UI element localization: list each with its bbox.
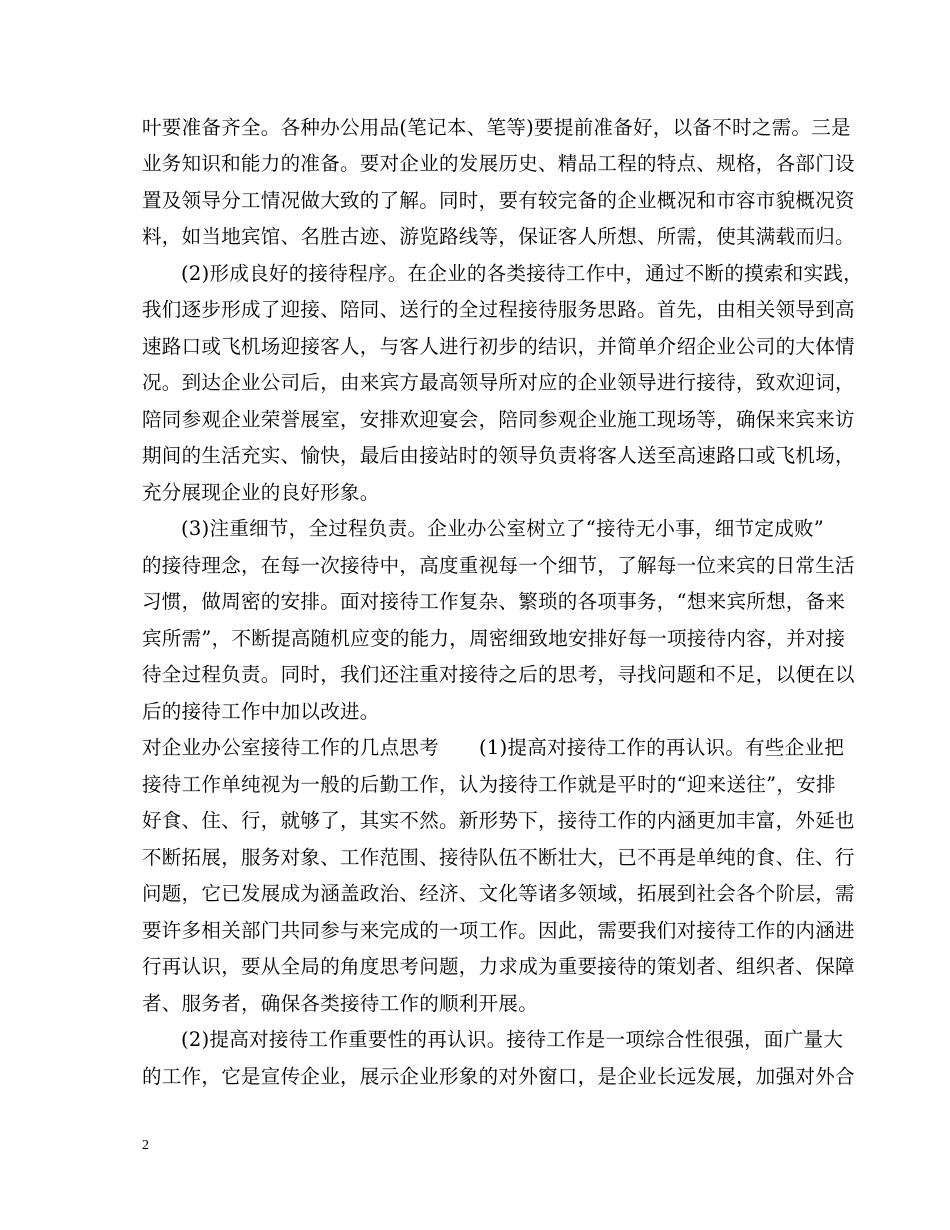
body-text-line: 的接待理念，在每一次接待中，高度重视每一个细节，了解每一位来宾的日常生活 — [142, 554, 855, 577]
body-text-line: 宾所需”，不断提高随机应变的能力，周密细致地安排好每一项接待内容，并对接 — [142, 627, 846, 650]
body-text-line: 待全过程负责。同时，我们还注重对接待之后的思考，寻找问题和不足，以便在以 — [142, 663, 855, 686]
body-text-line: 速路口或飞机场迎接客人，与客人进行初步的结识，并简单介绍企业公司的大体情 — [142, 335, 855, 358]
body-text-line: 的工作，它是宣传企业，展示企业形象的对外窗口，是企业长远发展，加强对外合 — [142, 1065, 855, 1088]
body-text-line: 料，如当地宾馆、名胜古迹、游览路线等，保证客人所想、所需，使其满载而归。 — [142, 225, 855, 248]
body-text-line: 叶要准备齐全。各种办公用品(笔记本、笔等)要提前准备好，以备不时之需。三是 — [142, 116, 851, 139]
body-text-line: 好食、住、行，就够了，其实不然。新形势下，接待工作的内涵更加丰富，外延也 — [142, 809, 855, 832]
body-text-line: 期间的生活充实、愉快，最后由接站时的领导负责将客人送至高速路口或飞机场， — [142, 444, 855, 467]
body-text-line: 况。到达企业公司后，由来宾方最高领导所对应的企业领导进行接待，致欢迎词， — [142, 371, 855, 394]
body-text-line: 不断拓展，服务对象、工作范围、接待队伍不断壮大，已不再是单纯的食、住、行 — [142, 846, 855, 869]
page-number: 2 — [142, 1138, 149, 1153]
body-text-line: 业务知识和能力的准备。要对企业的发展历史、精品工程的特点、规格，各部门设 — [142, 152, 855, 175]
body-text-line: 置及领导分工情况做大致的了解。同时，要有较完备的企业概况和市容市貌概况资 — [142, 189, 855, 212]
body-text-line: 问题，它已发展成为涵盖政治、经济、文化等诸多领域，拓展到社会各个阶层，需 — [142, 882, 855, 905]
body-text-line: 习惯，做周密的安排。面对接待工作复杂、繁琐的各项事务，“想来宾所想，备来 — [142, 590, 846, 613]
section-heading-line — [142, 736, 844, 760]
paragraph-start-text: (1)提高对接待工作的再认识。有些企业把 — [479, 736, 845, 759]
body-text-line: 行再认识，要从全局的角度思考问题，力求成为重要接待的策划者、组织者、保障 — [142, 955, 855, 978]
paragraph-start-line: (2)形成良好的接待程序。在企业的各类接待工作中，通过不断的摸索和实践， — [181, 262, 863, 285]
body-text-line: 要许多相关部门共同参与来完成的一项工作。因此，需要我们对接待工作的内涵进 — [142, 919, 855, 942]
section-heading: 对企业办公室接待工作的几点思考 — [142, 736, 440, 759]
body-text-line: 陪同参观企业荣誉展室，安排欢迎宴会，陪同参观企业施工现场等，确保来宾来访 — [142, 408, 855, 431]
paragraph-start-line: (3)注重细节，全过程负责。企业办公室树立了“接待无小事，细节定成败” — [181, 517, 825, 540]
body-text-line: 后的接待工作中加以改进。 — [142, 700, 380, 723]
body-text-line: 充分展现企业的良好形象。 — [142, 481, 380, 504]
paragraph-start-line: (2)提高对接待工作重要性的再认识。接待工作是一项综合性很强，面广量大 — [181, 1028, 844, 1051]
body-text-line: 接待工作单纯视为一般的后勤工作，认为接待工作就是平时的“迎来送往”，安排 — [142, 773, 836, 796]
body-text-line: 我们逐步形成了迎接、陪同、送行的全过程接待服务思路。首先，由相关领导到高 — [142, 298, 855, 321]
body-text-line: 者、服务者，确保各类接待工作的顺利开展。 — [142, 992, 539, 1015]
